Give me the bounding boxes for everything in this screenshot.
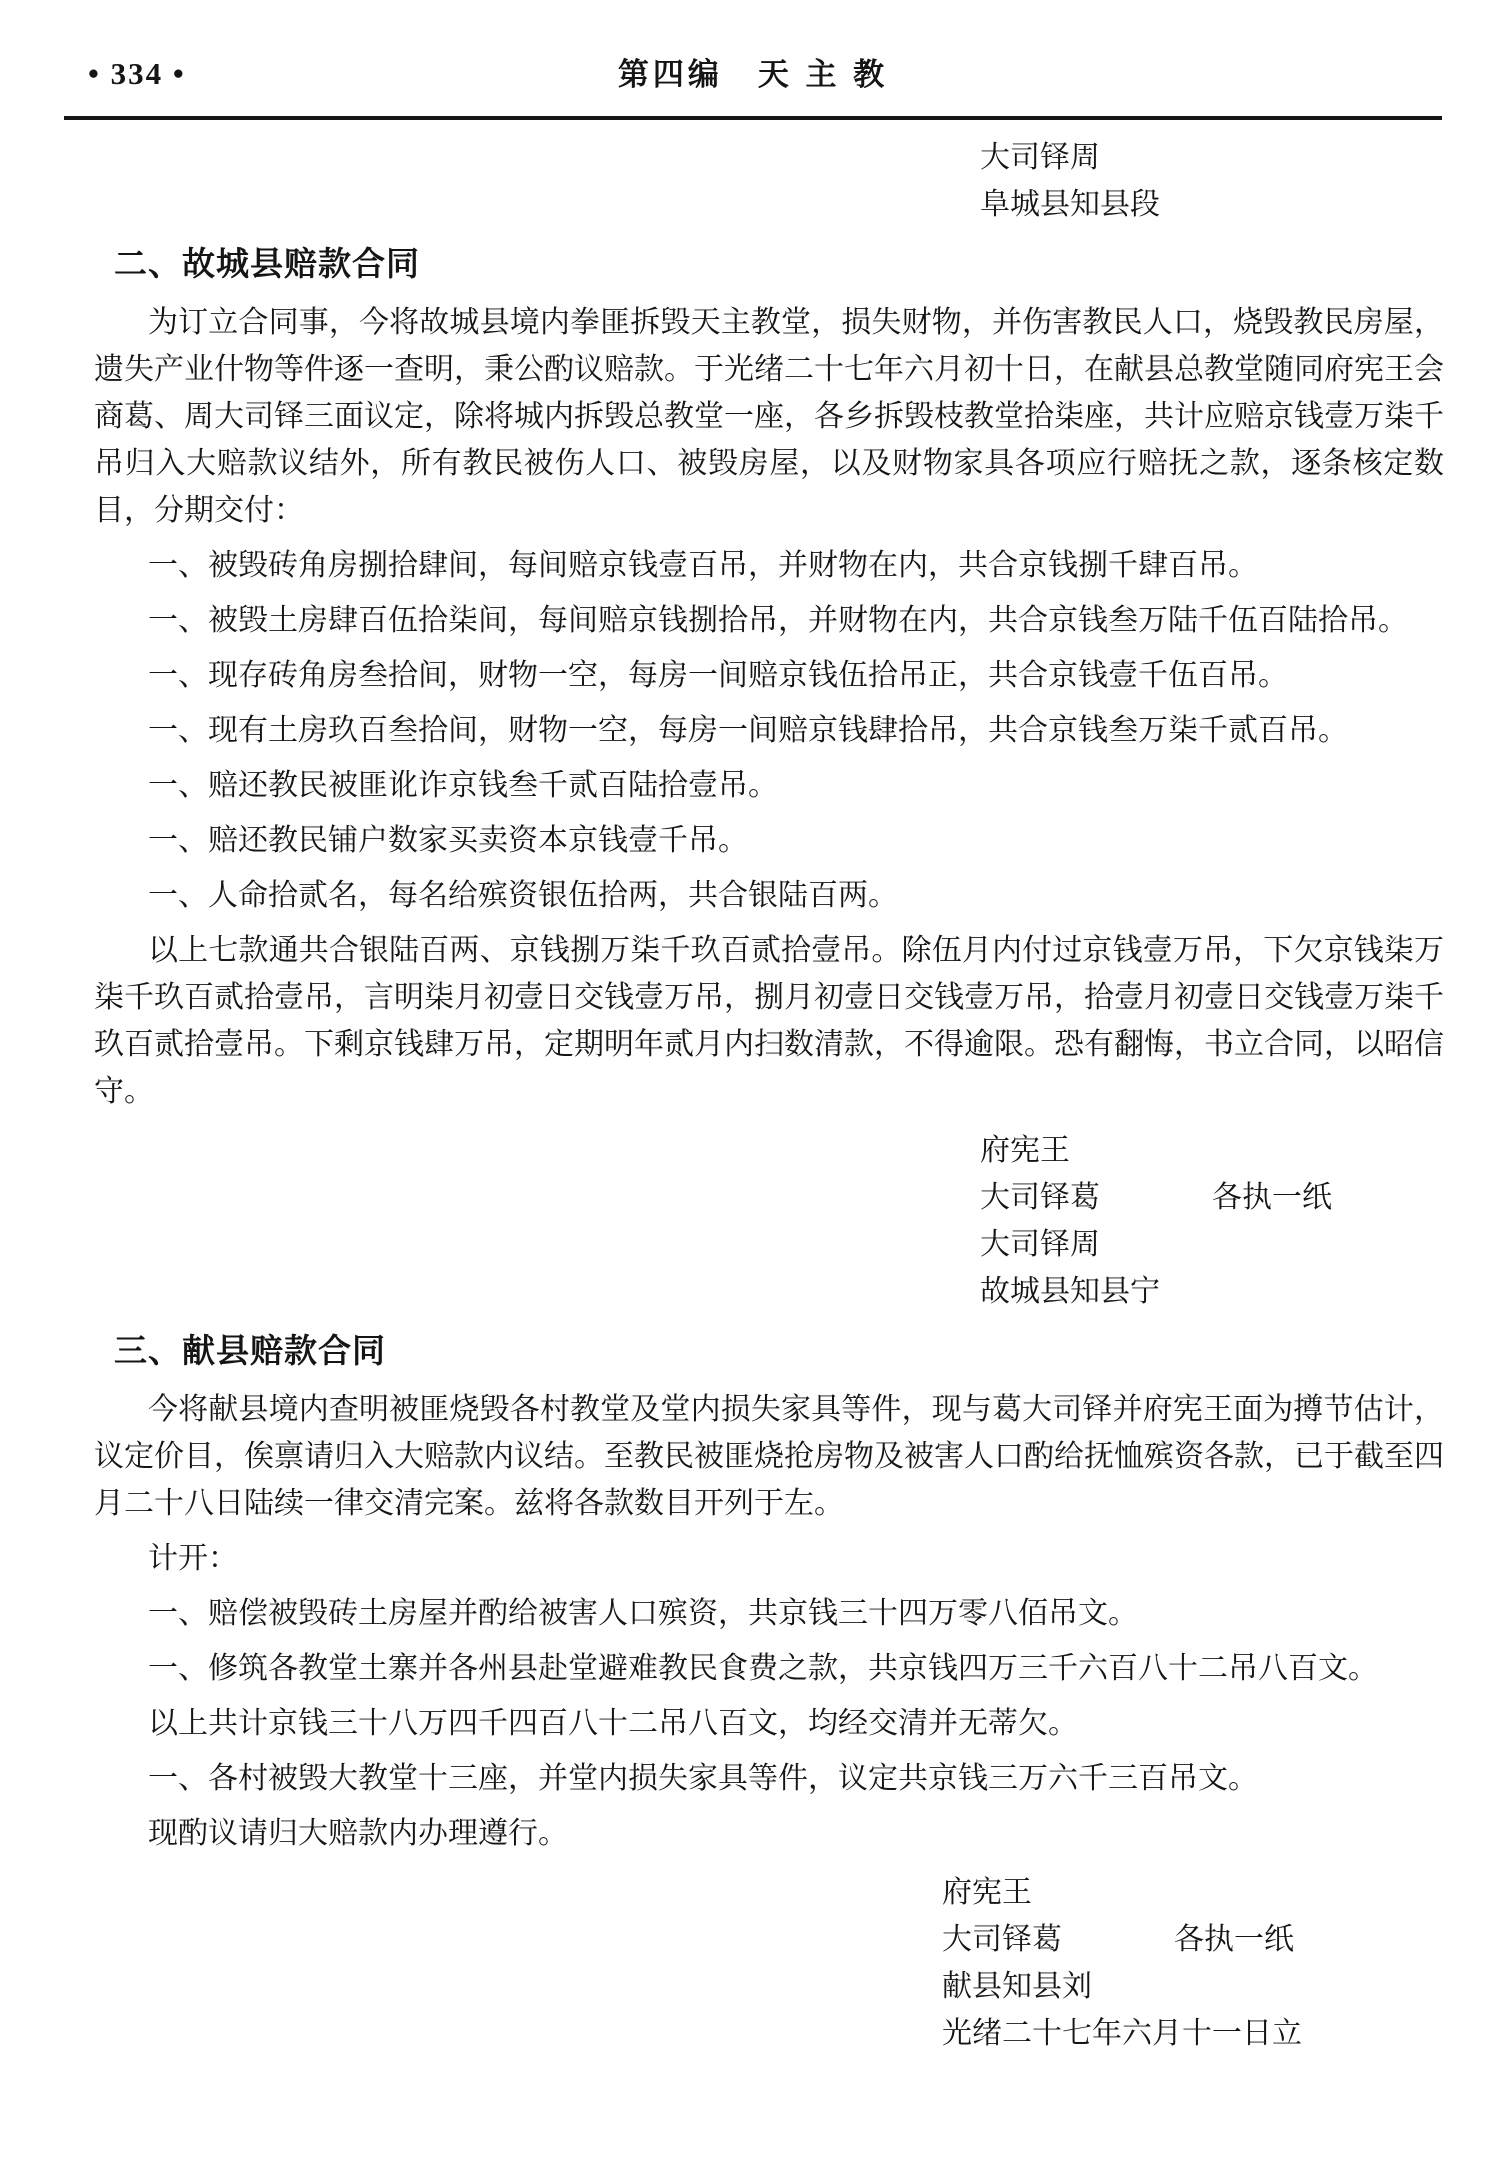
signature-line [980, 1174, 1444, 1221]
xian-closing-paragraph: 现酌议请归大赔款内办理遵行。 [148, 1817, 568, 1850]
gucheng-item: 一、被毁土房肆百伍拾柒间，每间赔京钱捌拾吊，并财物在内，共合京钱叁万陆千伍百陆拾吊。 [148, 604, 1408, 637]
signature-note: 各执一纸 [1174, 1923, 1294, 1956]
xian-subtotal-paragraph: 以上共计京钱三十八万四千四百八十二吊八百文，均经交清并无蒂欠。 [148, 1707, 1078, 1740]
section-heading-gucheng: 二、故城县赔款合同 [114, 245, 420, 282]
signature-line: 大司铎周 [980, 1228, 1100, 1261]
xian-list-label: 计开： [148, 1542, 238, 1575]
carryover-signature-block [980, 134, 1444, 228]
xian-intro-paragraph: 今将献县境内查明被匪烧毁各村教堂及堂内损失家具等件，现与葛大司铎并府宪王面为撙节估计，议定价目，俟禀请归入大赔款内议结。至教民被匪烧抢房物及被害人口酌给抚恤殡资各款，已于截至四月二十八日陆续一律交清完案。兹将各款数目开列于左。 [94, 1393, 1444, 1520]
page-number: • 334 • [88, 56, 186, 91]
xian-item: 一、修筑各教堂土寨并各州县赴堂避难教民食费之款，共京钱四万三千六百八十二吊八百文。 [148, 1652, 1378, 1685]
signature-line: 故城县知县宁 [980, 1275, 1160, 1308]
section-heading-xian: 三、献县赔款合同 [114, 1332, 386, 1369]
gucheng-item: 一、赔还教民被匪讹诈京钱叁千贰百陆拾壹吊。 [148, 769, 778, 802]
signature-line: 献县知县刘 [942, 1970, 1092, 2003]
xian-signature-block [942, 1869, 1444, 2057]
signature-date: 光绪二十七年六月十一日立 [942, 2017, 1302, 2050]
gucheng-item: 一、现存砖角房叁拾间，财物一空，每房一间赔京钱伍拾吊正，共合京钱壹千伍百吊。 [148, 659, 1288, 692]
gucheng-closing-paragraph: 以上七款通共合银陆百两、京钱捌万柒千玖百贰拾壹吊。除伍月内付过京钱壹万吊，下欠京钱柒万柒千玖百贰拾壹吊，言明柒月初壹日交钱壹万吊，捌月初壹日交钱壹万吊，拾壹月初壹日交钱壹万柒千玖百贰拾壹吊。下剩京钱肆万吊，定期明年贰月内扫数清款，不得逾限。恐有翻悔，书立合同，以昭信守。 [94, 934, 1444, 1108]
page-header [64, 0, 1442, 120]
signature-line [942, 1916, 1444, 1963]
gucheng-item: 一、被毁砖角房捌拾肆间，每间赔京钱壹百吊，并财物在内，共合京钱捌千肆百吊。 [148, 549, 1258, 582]
xian-item: 一、赔偿被毁砖土房屋并酌给被害人口殡资，共京钱三十四万零八佰吊文。 [148, 1597, 1138, 1630]
gucheng-signature-block [980, 1127, 1444, 1315]
signature-line: 府宪王 [980, 1134, 1070, 1167]
page-body [0, 134, 1500, 2057]
running-title: 第四编 天 主 教 [617, 57, 889, 92]
signature-line: 大司铎周 [980, 141, 1100, 174]
gucheng-item: 一、赔还教民铺户数家买卖资本京钱壹千吊。 [148, 824, 748, 857]
signature-name: 大司铎葛 [980, 1181, 1100, 1214]
gucheng-item: 一、现有土房玖百叁拾间，财物一空，每房一间赔京钱肆拾吊，共合京钱叁万柒千贰百吊。 [148, 714, 1348, 747]
signature-note: 各执一纸 [1212, 1181, 1332, 1214]
xian-church-item: 一、各村被毁大教堂十三座，并堂内损失家具等件，议定共京钱三万六千三百吊文。 [148, 1762, 1258, 1795]
signature-name: 大司铎葛 [942, 1923, 1062, 1956]
gucheng-intro-paragraph: 为订立合同事，今将故城县境内拳匪拆毁天主教堂，损失财物，并伤害教民人口，烧毁教民房屋，遗失产业什物等件逐一查明，秉公酌议赔款。于光绪二十七年六月初十日，在献县总教堂随同府宪王会商葛、周大司铎三面议定，除将城内拆毁总教堂一座，各乡拆毁枝教堂拾柒座，共计应赔京钱壹万柒千吊归入大赔款议结外，所有教民被伤人口、被毁房屋，以及财物家具各项应行赔抚之款，逐条核定数目，分期交付： [94, 306, 1444, 527]
gucheng-item: 一、人命拾贰名，每名给殡资银伍拾两，共合银陆百两。 [148, 879, 898, 912]
signature-line: 府宪王 [942, 1876, 1032, 1909]
signature-line: 阜城县知县段 [980, 188, 1160, 221]
